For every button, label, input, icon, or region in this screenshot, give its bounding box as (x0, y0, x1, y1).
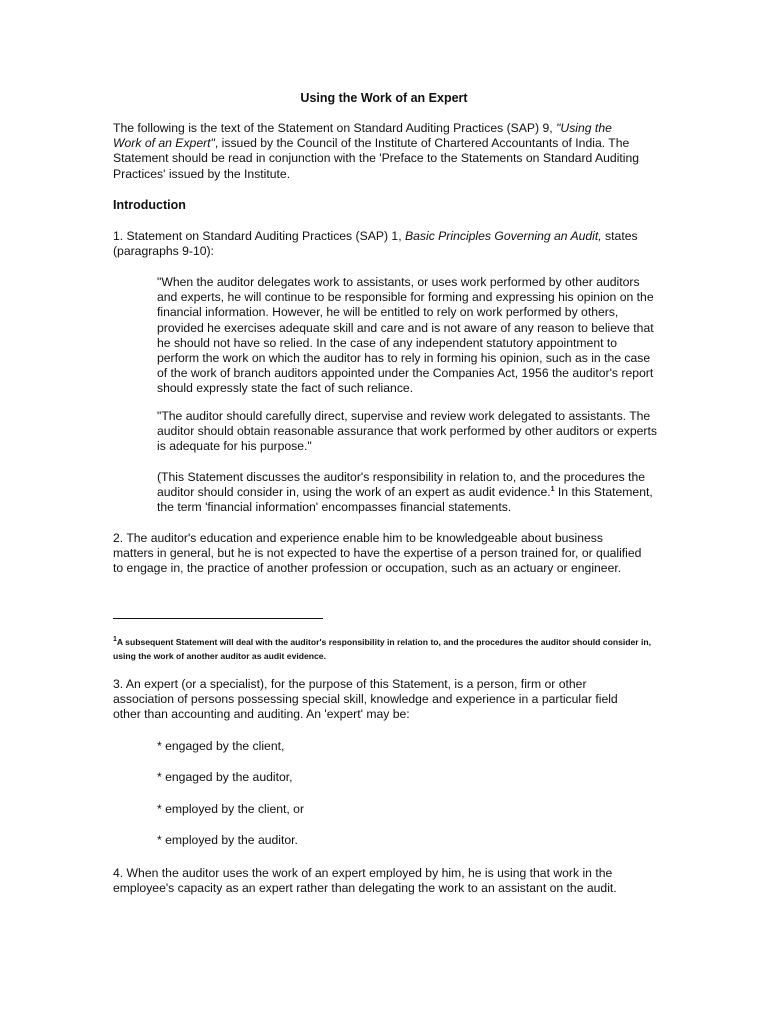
preamble-text-2: , issued by the Council of the Institute of Chartered Accountants of India. The Statement should be read in conjunction with the 'Preface to the Statements on Standard Auditing Practices' issued by the Institute. (113, 136, 640, 181)
footnote-divider (113, 618, 323, 619)
paragraph-4: 4. When the auditor uses the work of an expert employed by him, he is using that work in the employee's capacity as an expert rather than delegating the work to an assistant on the audit. (113, 866, 617, 896)
paragraph-1-italic: Basic Principles Governing an Audit, (404, 229, 602, 243)
paragraph-2: 2. The auditor's education and experience enable him to be knowledgeable about business matters in general, but he is not expected to have the expertise of a person trained for, or qualified to engage in, the practice of another profession or occupation, such as an actuary or engineer. (113, 531, 642, 576)
quote-1: "When the auditor delegates work to assistants, or uses work performed by other auditors and experts, he will continue to be responsible for forming and expressing his opinion on the financial information. However, he will be entitled to rely on work performed by others, provided he exercises adequate skill and care and is not aware of any reason to believe that he should not have so relied. In the case of any independent statutory appointment to perform the work on which the auditor has to rely in forming his opinion, such as in the case of the work of branch auditors appointed under the Companies Act, 1956 the auditor's report should expressly state the fact of such reliance. (157, 275, 654, 396)
preamble-italic-title: "Using the Work of an Expert" (113, 121, 612, 151)
footnote-mark: 1 (113, 636, 117, 644)
footnote-reference[interactable]: 1 (550, 486, 555, 494)
quote-3-text-1: (This Statement discusses the auditor's responsibility in relation to, and the procedures the auditor should consider in, using the work of an expert as audit evidence. (157, 470, 646, 500)
list-item: * engaged by the client, (157, 739, 285, 753)
paragraph-3: 3. An expert (or a specialist), for the purpose of this Statement, is a person, firm or other association of persons possessing special skill, knowledge and experience in a particular field other than accounting and auditing. An 'expert' may be: (113, 677, 618, 722)
quote-2: "The auditor should carefully direct, supervise and review work delegated to assistants. The auditor should obtain reasonable assurance that work performed by other auditors or experts is adequate for his purpose." (157, 409, 657, 454)
paragraph-1-text-2: states (paragraphs 9-10): (113, 229, 638, 259)
list-item: * employed by the client, or (157, 802, 305, 816)
page-title: Using the Work of an Expert (300, 91, 468, 105)
footnote (113, 636, 673, 663)
list-item: * employed by the auditor. (157, 833, 298, 847)
quote-3-text-2: In this Statement, the term 'financial information' encompasses financial statements. (157, 485, 653, 515)
preamble-text-1: The following is the text of the Statement on Standard Auditing Practices (SAP) 9, (113, 121, 557, 135)
paragraph-1-text-1: 1. Statement on Standard Auditing Practices (SAP) 1, (113, 229, 405, 243)
introduction-heading: Introduction (113, 198, 186, 212)
list-item: * engaged by the auditor, (157, 770, 293, 784)
footnote-text: A subsequent Statement will deal with the auditor's responsibility in relation to, and the procedures the auditor should consider in, using the work of another auditor as audit evidence. (113, 637, 652, 661)
preamble-paragraph (113, 121, 643, 182)
quote-3 (157, 470, 657, 516)
paragraph-1 (113, 229, 643, 259)
